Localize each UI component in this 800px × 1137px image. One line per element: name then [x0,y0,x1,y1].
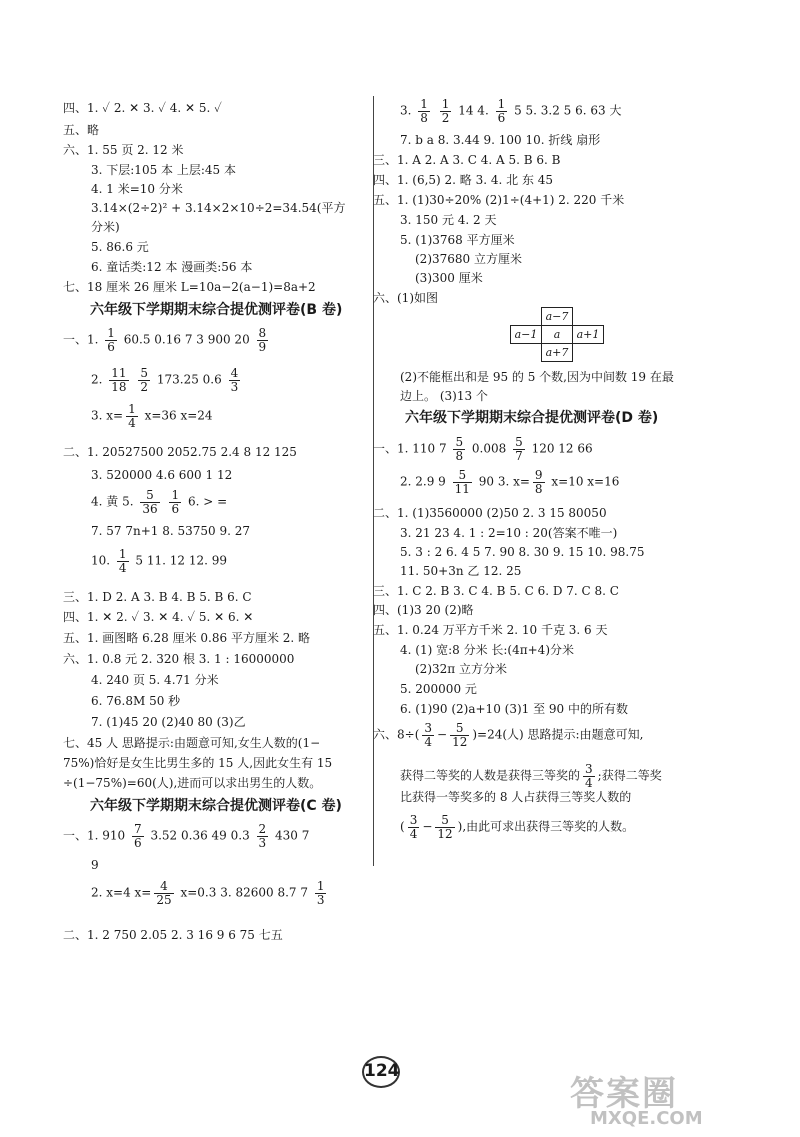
section-title-b: 六年级下学期期末综合提优测评卷(B 卷) [90,302,343,318]
answer-line [91,489,227,515]
answer-line: 二、1. (1)3560000 (2)50 2. 3 15 80050 [373,506,607,520]
answer-text: x=36 x=24 [144,408,213,423]
watermark-url: MXQE.COM [590,1108,703,1129]
answer-line: 3. 21 23 4. 1 : 2=10 : 20(答案不唯一) [400,526,618,540]
item-label: 一、1. 910 [63,828,126,843]
answer-line: 5. 86.6 元 [91,240,149,254]
fraction: $\frac{1}{6}$ [107,326,115,354]
answer-line: (2)32π 立方分米 [415,662,507,676]
page-number-badge [356,1050,404,1090]
answer-text: 430 7 [275,828,310,843]
fraction: $\frac{1}{3}$ [316,879,325,907]
answer-line: 六、1. 55 页 2. 12 米 [63,143,184,157]
answer-text: 120 12 66 [531,441,593,456]
answer-line: 四、(1)3 20 (2)略 [373,603,474,617]
fraction: $\frac{9}{8}$ [534,468,543,496]
operator: − [422,819,433,834]
answer-line: 五、1. (1)30÷20% (2)1÷(4+1) 2. 220 千米 [373,193,625,207]
answer-line: 7. b a 8. 3.44 9. 100 10. 折线 扇形 [400,133,601,147]
answer-line: 七、18 厘米 26 厘米 L=10a−2(a−1)=8a+2 [63,280,316,294]
answer-line: 二、1. 2 750 2.05 2. 3 16 9 6 75 七五 [63,928,283,942]
answer-line: 四、1. (6,5) 2. 略 3. 4. 北 东 45 [373,173,554,187]
fraction: $\frac{11}{18}$ [111,366,127,394]
fraction: $\frac{2}{3}$ [258,822,267,850]
answer-line: 3. 下层:105 本 上层:45 本 [91,163,236,177]
answer-line: 5. 3 : 2 6. 4 5 7. 90 8. 30 9. 15 10. 98.75 [400,545,645,559]
fraction: $\frac{7}{6}$ [134,822,142,850]
grid-empty-cell [573,344,604,362]
grid-cell-top: a−7 [542,308,573,326]
answer-text: x=10 x=16 [551,474,620,489]
fraction: $\frac{5}{2}$ [140,366,149,394]
answer-line: 6. (1)90 (2)a+10 (3)1 至 90 中的所有数 [400,702,628,716]
answer-line: 五、1. 画图略 6.28 厘米 0.86 平方厘米 2. 略 [63,631,311,645]
answer-line: 五、略 [63,123,100,137]
number-grid-diagram [510,307,604,362]
answer-line: 3.14×(2÷2)² + 3.14×2×10÷2=34.54(平方 [91,201,346,215]
answer-line [400,814,634,840]
fraction: $\frac{5}{11}$ [454,468,470,496]
answer-line [91,548,227,574]
answer-line: 比获得一等奖多的 8 人占获得三等奖人数的 [400,790,632,804]
answer-line: 3. 520000 4.6 600 1 12 [91,468,233,482]
answer-line: 7. (1)45 20 (2)40 80 (3)乙 [91,715,246,729]
answer-line: 六、(1)如图 [373,291,438,305]
answer-line: 4. 1 米=10 分米 [91,182,183,196]
answer-line: 75%)恰好是女生比男生多的 15 人,因此女生有 15 [63,756,333,770]
answer-line [400,469,619,495]
fraction: $\frac{5}{12}$ [452,721,468,749]
answer-line: 二、1. 20527500 2052.75 2.4 8 12 125 [63,445,297,459]
item-label: 一、1. [63,332,99,347]
answer-line [91,367,243,393]
answer-line: 4. (1) 宽:8 分米 长:(4π+4)分米 [400,643,575,657]
item-label: 10. [91,553,111,568]
answer-line: 三、1. C 2. B 3. C 4. B 5. C 6. D 7. C 8. C [373,584,619,598]
item-label: 3. x= [91,408,124,423]
answer-line [373,436,593,462]
fraction: $\frac{8}{9}$ [258,326,267,354]
answer-text: 90 3. x= [478,474,530,489]
answer-text: 获得二等奖的人数是获得三等奖的 [400,768,581,783]
answer-line: 七、45 人 思路提示:由题意可知,女生人数的(1− [63,736,321,750]
grid-empty-cell [511,308,542,326]
fraction: $\frac{3}{4}$ [585,762,593,790]
answer-line: 4. 240 页 5. 4.71 分米 [91,673,219,687]
item-label: 2. x=4 x= [91,885,152,900]
fraction: $\frac{4}{3}$ [230,366,239,394]
answer-line [91,403,213,429]
answer-line: 三、1. D 2. A 3. B 4. B 5. B 6. C [63,590,252,604]
answer-line: 边上。 (3)13 个 [400,389,488,403]
answer-line: 6. 76.8M 50 秒 [91,694,181,708]
answer-line: 四、1. ✕ 2. ✓ 3. ✕ 4. ✓ 5. ✕ 6. ✕ [63,610,254,624]
fraction: $\frac{1}{6}$ [171,488,180,516]
fraction: $\frac{3}{4}$ [409,813,418,841]
fraction: $\frac{1}{2}$ [441,97,450,125]
answer-line [400,98,621,124]
answer-text: 14 4. [458,103,489,118]
answer-text: ),由此可求出获得三等奖的人数。 [457,819,635,834]
answer-line [63,327,271,353]
answer-text: 5 11. 12 12. 99 [135,553,227,568]
answer-line: 6. 童话类:12 本 漫画类:56 本 [91,260,253,274]
fraction: $\frac{3}{4}$ [424,721,433,749]
grid-cell-right: a+1 [573,326,604,344]
answer-line: 7. 57 7n+1 8. 53750 9. 27 [91,524,250,538]
watermark [560,1066,790,1130]
answer-line: 5. (1)3768 平方厘米 [400,233,515,247]
fraction: $\frac{1}{6}$ [497,97,506,125]
grid-cell-bottom: a+7 [542,344,573,362]
item-label: 2. 2.9 9 [400,474,446,489]
page-number: 124 [364,1061,400,1081]
answer-text: )=24(人) 思路提示:由题意可知, [472,727,644,742]
answer-line [91,880,329,906]
fraction: $\frac{5}{7}$ [515,435,523,463]
item-label: 3. [400,103,412,118]
column-divider [373,96,374,866]
fraction: $\frac{1}{8}$ [420,97,428,125]
answer-line: 三、1. A 2. A 3. C 4. A 5. B 6. B [373,153,561,167]
answer-text: 0.008 [471,441,507,456]
answer-text: 60.5 0.16 7 3 900 20 [123,332,250,347]
answer-line: 分米) [91,220,120,234]
answer-line: 3. 150 元 4. 2 天 [400,213,497,227]
answer-line: (3)300 厘米 [415,271,483,285]
fraction: $\frac{5}{12}$ [437,813,453,841]
item-label: 六、8÷( [373,727,420,742]
answer-line: 5. 200000 元 [400,682,477,696]
answer-text: x=0.3 3. 82600 8.7 7 [180,885,308,900]
answer-line: (2)37680 立方厘米 [415,252,522,266]
grid-cell-left: a−1 [511,326,542,344]
answer-line: ÷(1−75%)=60(人),进而可以求出男生的人数。 [63,776,322,790]
watermark-logo: 答案圈 [570,1074,678,1114]
answer-line: (2)不能框出和是 95 的 5 个数,因为中间数 19 在最 [400,370,674,384]
grid-cell-center: a [542,326,573,344]
answer-text: 3.52 0.36 49 0.3 [150,828,250,843]
fraction: $\frac{4}{25}$ [156,879,172,907]
answer-line: 五、1. 0.24 万平方千米 2. 10 千克 3. 6 天 [373,623,608,637]
answer-text: ( [400,819,405,834]
grid-empty-cell [511,344,542,362]
answer-text: ;获得二等奖 [597,768,662,783]
answer-line [400,763,662,789]
item-label: 2. [91,372,103,387]
answer-text: 173.25 0.6 [156,372,222,387]
answer-text: 5 5. 3.2 5 6. 63 大 [514,103,622,118]
answer-line: 六、1. 0.8 元 2. 320 根 3. 1 : 16000000 [63,652,295,666]
fraction: $\frac{5}{36}$ [142,488,158,516]
grid-empty-cell [573,308,604,326]
answer-line [63,823,309,849]
answer-line: 11. 50+3n 乙 12. 25 [400,564,522,578]
answer-line: 9 [91,858,99,872]
item-label: 一、1. 110 7 [373,441,447,456]
fraction: $\frac{1}{4}$ [128,402,136,430]
answer-line [373,722,643,748]
fraction: $\frac{5}{8}$ [455,435,464,463]
fraction: $\frac{1}{4}$ [118,547,127,575]
operator: − [437,727,448,742]
answer-line: 四、1. ✓ 2. ✕ 3. ✓ 4. ✕ 5. ✓ [63,101,222,115]
section-title-c: 六年级下学期期末综合提优测评卷(C 卷) [90,798,342,814]
item-label: 4. 黄 5. [91,494,134,509]
section-title-d: 六年级下学期期末综合提优测评卷(D 卷) [405,410,659,426]
answer-text: 6. > = [187,494,228,509]
